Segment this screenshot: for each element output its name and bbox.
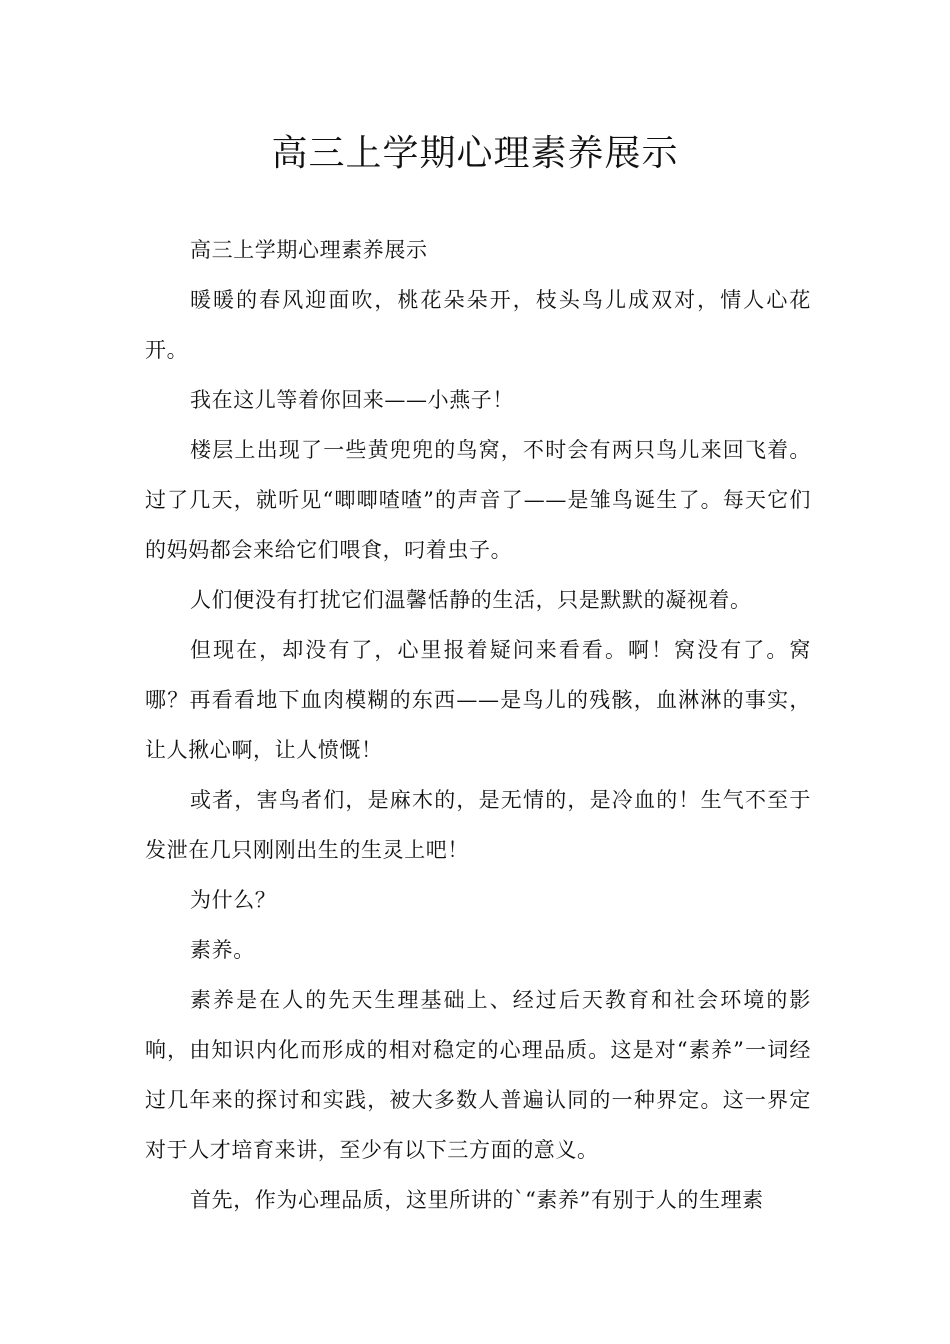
paragraph: 首先，作为心理品质，这里所讲的`“素养”有别于人的生理素 [190, 1188, 764, 1212]
paragraph: 为什么？ [190, 888, 277, 912]
paragraph: 或者，害鸟者们，是麻木的，是无情的，是冷血的！生气不至于发泄在几只刚刚出生的生灵上吧！ [145, 788, 811, 862]
paragraph: 暖暖的春风迎面吹，桃花朵朵开，枝头鸟儿成双对，情人心花开。 [145, 288, 811, 362]
paragraph: 素养是在人的先天生理基础上、经过后天教育和社会环境的影响，由知识内化而形成的相对稳定的心理品质。这是对“素养”一词经过几年来的探讨和实践，被大多数人普遍认同的一种界定。这一界定对于人才培育来讲，至少有以下三方面的意义。 [145, 988, 811, 1162]
paragraph: 我在这儿等着你回来——小燕子！ [190, 388, 514, 412]
paragraph: 素养。 [190, 938, 255, 962]
paragraph: 但现在，却没有了，心里报着疑问来看看。啊！窝没有了。窝哪？再看看地下血肉模糊的东西——是鸟儿的残骸，血淋淋的事实，让人揪心啊，让人愤慨！ [145, 638, 811, 762]
document-title: 高三上学期心理素养展示 [271, 133, 679, 174]
document-body [145, 225, 811, 1225]
paragraph: 楼层上出现了一些黄兜兜的鸟窝，不时会有两只鸟儿来回飞着。过了几天，就听见“唧唧喳喳”的声音了——是雏鸟诞生了。每天它们的妈妈都会来给它们喂食，叼着虫子。 [145, 438, 811, 562]
paragraph: 人们便没有打扰它们温馨恬静的生活，只是默默的凝视着。 [190, 588, 752, 612]
paragraph-subtitle: 高三上学期心理素养展示 [190, 238, 428, 262]
